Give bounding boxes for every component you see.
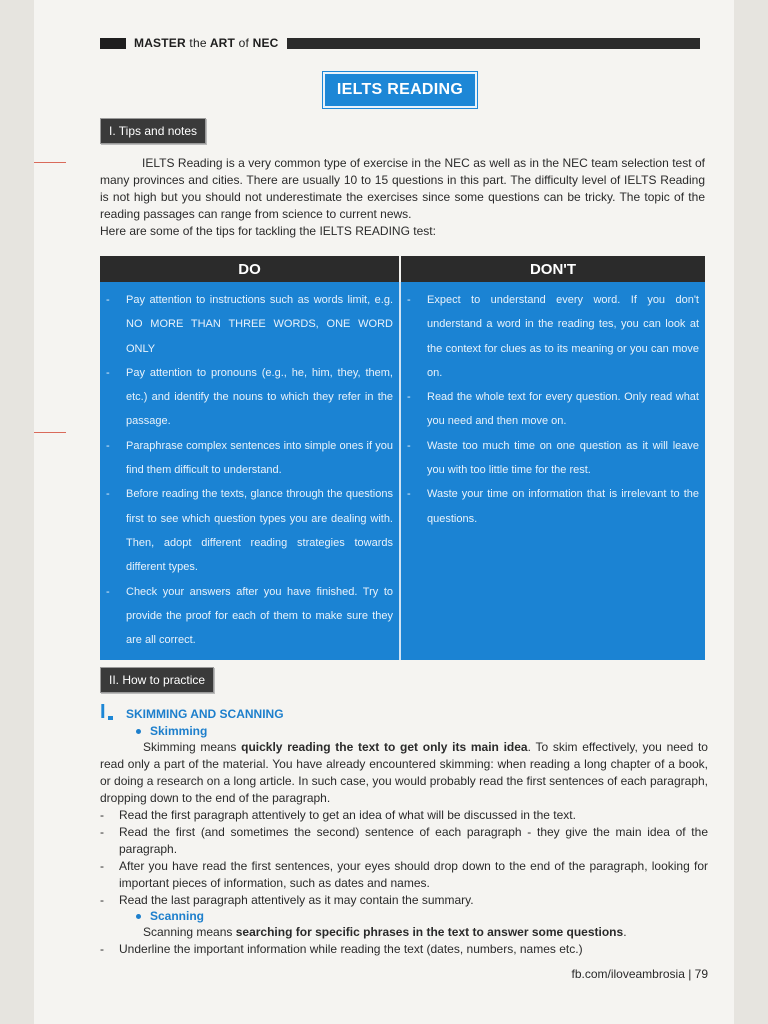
skim-point: - Read the first paragraph attentively to get an idea of what will be discussed in the text. xyxy=(100,808,576,822)
dont-item: - Waste too much time on one question as it will leave you with too little time for the rest. xyxy=(407,439,699,477)
do-item: - Before reading the texts, glance through the questions first to see which question types you are dealing with. Then, adopt different reading strategies towards different types. xyxy=(106,488,393,574)
do-dont-table xyxy=(100,256,705,660)
section-label-practice: II. How to practice xyxy=(100,667,214,693)
header-rule xyxy=(287,38,700,49)
do-item: - Pay attention to pronouns (e.g., he, him, they, them, etc.) and identify the nouns to which they refer in the passage. xyxy=(106,366,393,428)
dont-item: - Read the whole text for every question. Only read what you need and then move on. xyxy=(407,391,699,428)
do-item: - Paraphrase complex sentences into simple ones if you find them difficult to understand. xyxy=(106,439,393,477)
skimming-title: Skimming xyxy=(136,724,207,738)
scanning-definition: Scanning means searching for specific phrases in the text to answer some questions. xyxy=(143,925,627,939)
do-column xyxy=(100,282,400,660)
page-footer: fb.com/iloveambrosia | 79 xyxy=(571,967,708,981)
do-header: DO xyxy=(100,256,400,282)
scan-point: - Underline the important information while reading the text (dates, numbers, names etc.) xyxy=(100,942,583,956)
margin-mark xyxy=(34,432,66,433)
do-item: - Pay attention to instructions such as words limit, e.g. NO MORE THAN THREE WORDS, ONE WORD ONLY xyxy=(106,294,393,355)
header-title: MASTER the ART of NEC xyxy=(134,36,279,50)
tips-lead: Here are some of the tips for tackling the IELTS READING test: xyxy=(100,224,436,238)
skim-point: - Read the last paragraph attentively as it may contain the summary. xyxy=(100,893,474,907)
scanning-title: Scanning xyxy=(136,909,204,923)
page-title: IELTS READING xyxy=(323,72,477,108)
subsection-heading: SKIMMING AND SCANNING xyxy=(126,707,284,721)
dont-item: - Expect to understand every word. If you don't understand a word in the reading tes, you can look at the context for clues as to its meaning or you can move on. xyxy=(407,294,699,379)
bullet-icon xyxy=(136,914,141,919)
skim-point: - Read the first (and sometimes the second) sentence of each paragraph - they give the main idea of the paragraph. xyxy=(100,825,708,856)
intro-text: IELTS Reading is a very common type of exercise in the NEC as well as in the NEC team selection test of many provinces and cities. There are usually 10 to 15 questions in this part. The difficulty level of IELTS Reading is not high but you should not underestimate the exercises since some questions can be tricky. The topic of the reading passages can range from science to current news. xyxy=(100,156,705,221)
do-item: - Check your answers after you have finished. Try to provide the proof for each of them to make sure they are all correct. xyxy=(106,585,393,647)
intro-paragraph xyxy=(100,155,705,240)
margin-mark xyxy=(34,162,66,163)
skimming-definition: Skimming means quickly reading the text to get only its main idea. To skim effectively, you need to read only a part of the material. You have already encountered skimming: when reading a long chapter of a book, or doing a research on a long article. In such case, you would probably read the first sentences of each paragraph, dropping down to the end of the paragraph. xyxy=(100,740,708,805)
section-label-tips: I. Tips and notes xyxy=(100,118,206,144)
dont-header: DON'T xyxy=(400,256,705,282)
section-number: I xyxy=(100,704,110,720)
dont-item: - Waste your time on information that is irrelevant to the questions. xyxy=(407,488,699,525)
header-block xyxy=(100,38,126,49)
running-header xyxy=(100,36,700,50)
dont-column xyxy=(400,282,705,660)
bullet-icon xyxy=(136,729,141,734)
skim-point: - After you have read the first sentences, your eyes should drop down to the end of the paragraph, looking for important pieces of information, such as dates and names. xyxy=(100,859,708,890)
